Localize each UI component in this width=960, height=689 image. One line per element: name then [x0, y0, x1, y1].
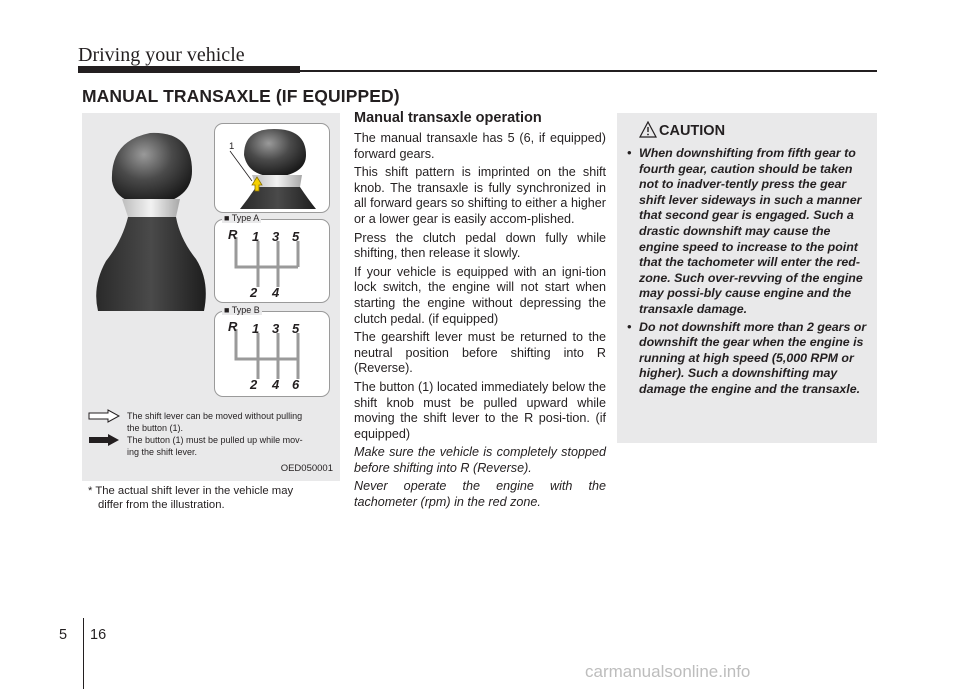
- callout-number: 1: [229, 141, 235, 152]
- shift-pattern-type-b: [222, 317, 322, 391]
- body-paragraph: The manual transaxle has 5 (6, if equipped) forward gears.: [354, 131, 606, 161]
- gear-label: 3: [272, 229, 280, 244]
- body-note: Never operate the engine with the tachometer (rpm) in the red zone.: [354, 479, 606, 510]
- gear-label: 4: [272, 285, 280, 297]
- figure-panel: [82, 113, 340, 481]
- watermark: carmanualsonline.info: [585, 662, 751, 681]
- gear-label: 5: [292, 321, 300, 336]
- chapter-title: Driving your vehicle: [78, 44, 245, 66]
- outline-arrow-icon: [88, 409, 120, 423]
- gear-label: 5: [292, 229, 300, 244]
- page-divider: [83, 618, 84, 689]
- caution-box: [617, 113, 877, 443]
- gear-label: 4: [272, 377, 280, 391]
- section-title: MANUAL TRANSAXLE (IF EQUIPPED): [82, 86, 400, 106]
- body-paragraph: The gearshift lever must be returned to the neutral position before shifting into R (Reverse).: [354, 330, 606, 376]
- gear-label: R: [228, 227, 238, 242]
- caution-item: • When downshifting from fifth gear to fourth gear, caution should be taken not to inadver-tently press the gear shift lever sideways in such a manner that second gear is engaged. Such a drastic downshift may cause the engine speed to increase to the point that the tachometer will enter the red-zone. Such over-revving of the engine may possi-bly cause engine and the transaxle damage.: [627, 146, 863, 316]
- warning-triangle-icon: [639, 121, 657, 139]
- legend-text-2: The button (1) must be pulled up while mov- ing the shift lever.: [127, 435, 303, 457]
- gear-label: 1: [252, 229, 260, 244]
- page-number: 16: [90, 627, 107, 643]
- gear-label: 1: [252, 321, 260, 336]
- body-paragraph: This shift pattern is imprinted on the shift knob. The transaxle is fully synchronized in all forward gears so shifting to either a higher or a lower gear is easily accom-plished.: [354, 165, 606, 226]
- shift-knob-illustration: [92, 121, 212, 321]
- button-detail-illustration: [222, 125, 322, 209]
- gear-label: 3: [272, 321, 280, 336]
- body-heading: Manual transaxle operation: [354, 110, 542, 126]
- chapter-number: 5: [59, 627, 68, 643]
- gear-label: 6: [292, 377, 300, 391]
- body-note: Make sure the vehicle is completely stopped before shifting into R (Reverse).: [354, 445, 606, 475]
- body-paragraph: If your vehicle is equipped with an igni-tion lock switch, the engine will not start when starting the engine without depressing the clutch pedal. (if equipped): [354, 264, 606, 326]
- gear-label: 2: [250, 285, 258, 297]
- type-b-label: ■ Type B: [224, 305, 260, 315]
- footnote: * The actual shift lever in the vehicle may differ from the illustration.: [88, 485, 294, 511]
- caution-list: [617, 146, 867, 400]
- body-column: [354, 110, 606, 514]
- caution-item: • Do not downshift more than 2 gears or downshift the gear when the engine is running at high speed (5,000 RPM or higher). Such a downshifting may damage the engine and the transaxle.: [627, 319, 867, 396]
- body-paragraph: The button (1) located immediately below the shift knob must be pulled upward while moving the shift lever to the R posi-tion. (if equipped): [354, 379, 606, 441]
- body-paragraph: Press the clutch pedal down fully while shifting, then release it slowly.: [354, 230, 606, 261]
- header-rule: [300, 70, 877, 72]
- caution-title: CAUTION: [659, 123, 726, 139]
- gear-label: 2: [250, 377, 258, 391]
- type-a-label: ■ Type A: [224, 213, 260, 223]
- header-bar: [78, 66, 300, 73]
- shift-pattern-type-a: [222, 225, 322, 297]
- legend-text-1: The shift lever can be moved without pulling the button (1).: [127, 411, 303, 433]
- figure-code: OED050001: [280, 463, 333, 474]
- gear-label: R: [228, 319, 238, 334]
- solid-arrow-icon: [88, 433, 120, 447]
